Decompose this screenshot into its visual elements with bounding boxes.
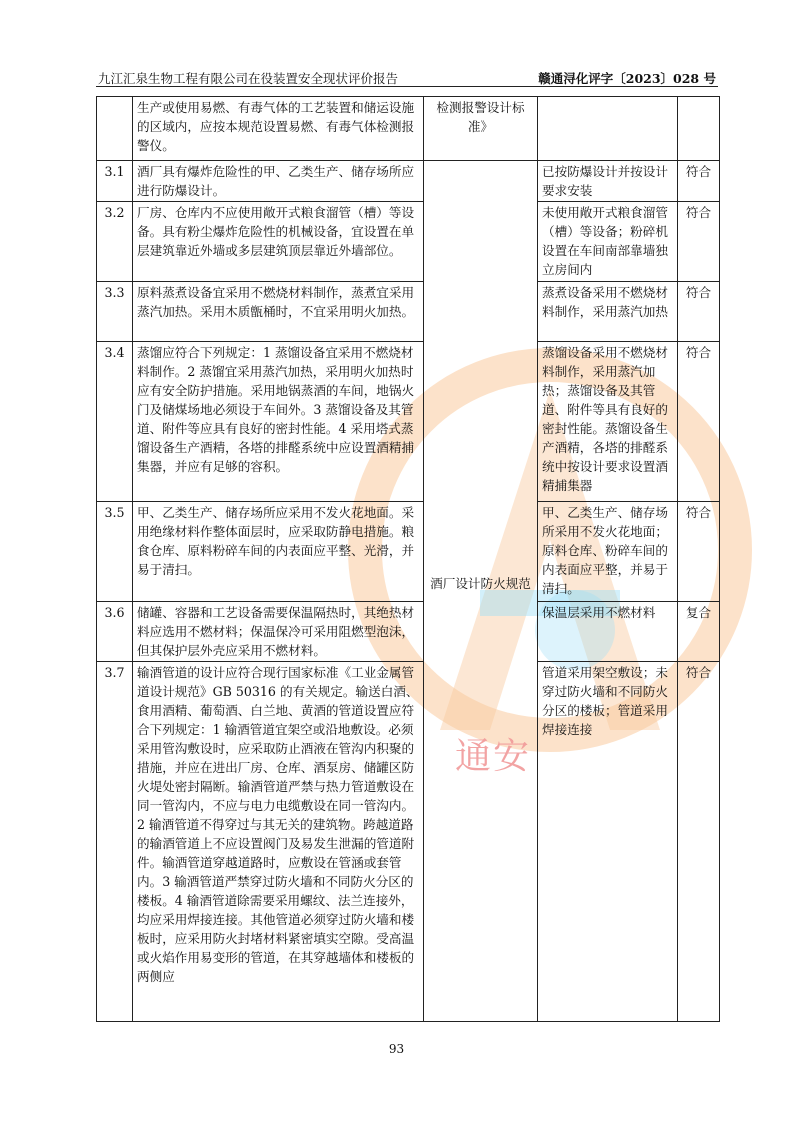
- standard-basis: 检测报警设计标准》: [424, 97, 538, 161]
- table-row: [97, 602, 720, 662]
- check-content: 酒厂具有爆炸危险性的甲、乙类生产、储存场所应进行防爆设计。: [133, 161, 424, 202]
- table-row: [97, 342, 720, 502]
- actual-situation: 管道采用架空敷设；未穿过防火墙和不同防火分区的楼板；管道采用焊接连接: [538, 662, 678, 1022]
- check-result: 符合: [678, 161, 720, 202]
- row-number: 3.3: [97, 282, 133, 342]
- actual-situation: [538, 97, 678, 161]
- check-content: 原料蒸煮设备宜采用不燃烧材料制作，蒸煮宜采用蒸汽加热。采用木质甑桶时，不宜采用明火加热。: [133, 282, 424, 342]
- watermark-text: 通安: [455, 736, 532, 777]
- check-content: 厂房、仓库内不应使用敞开式粮食溜管（槽）等设备。具有粉尘爆炸危险性的机械设备，宜设置在单层建筑靠近外墙或多层建筑顶层靠近外墙部位。: [133, 202, 424, 282]
- row-number: 3.1: [97, 161, 133, 202]
- table-row: [97, 97, 720, 161]
- actual-situation: 已按防爆设计并按设计要求安装: [538, 161, 678, 202]
- row-number: 3.2: [97, 202, 133, 282]
- check-result: [678, 97, 720, 161]
- check-result: 符合: [678, 502, 720, 602]
- table-row: [97, 202, 720, 282]
- table-row: [97, 502, 720, 602]
- standard-name: 酒厂设计防火规范: [430, 576, 531, 591]
- table-row: [97, 161, 720, 202]
- check-result: 符合: [678, 202, 720, 282]
- actual-situation: 蒸馏设备采用不燃烧材料制作，采用蒸汽加热；蒸馏设备及其管道、附件等具有良好的密封性能。蒸馏设备生产酒精，各塔的排醛系统中按设计要求设置酒精捕集器: [538, 342, 678, 502]
- actual-situation: 甲、乙类生产、储存场所采用不发火花地面；原料仓库、粉碎车间的内表面应平整，并易于清扫。: [538, 502, 678, 602]
- check-result: 符合: [678, 662, 720, 1022]
- check-result: 复合: [678, 602, 720, 662]
- page-number: 93: [388, 1042, 405, 1056]
- check-result: 符合: [678, 282, 720, 342]
- actual-situation: 保温层采用不燃材料: [538, 602, 678, 662]
- check-content: 蒸馏应符合下列规定：1 蒸馏设备宜采用不燃烧材料制作。2 蒸馏宜采用蒸汽加热，采用明火加热时应有安全防护措施。采用地锅蒸酒的车间，地锅火门及储煤场地必须设于车间外。3 蒸馏设备及其管道、附件等应具有良好的密封性能。4 采用塔式蒸馏设备生产酒精，各塔的排醛系统中应设置酒精捕集器，并应有足够的容积。: [133, 342, 424, 502]
- header-report-title: 九江汇泉生物工程有限公司在役装置安全现状评价报告: [98, 71, 399, 86]
- page-header: [96, 66, 718, 87]
- check-content: 储罐、容器和工艺设备需要保温隔热时，其绝热材料应选用不燃材料；保温保冷可采用阻燃型泡沫，但其保护层外壳应采用不燃材料。: [133, 602, 424, 662]
- table-row: [97, 662, 720, 1022]
- actual-situation: 蒸煮设备采用不燃烧材料制作，采用蒸汽加热: [538, 282, 678, 342]
- standard-basis: [424, 161, 538, 1022]
- actual-situation: 未使用敞开式粮食溜管（槽）等设备；粉碎机设置在车间南部靠墙独立房间内: [538, 202, 678, 282]
- header-report-code: 赣通浔化评字〔2023〕028 号: [538, 71, 716, 86]
- check-content: 生产或使用易燃、有毒气体的工艺装置和储运设施的区域内，应按本规范设置易燃、有毒气体检测报警仪。: [133, 97, 424, 161]
- check-result: 符合: [678, 342, 720, 502]
- table-row: [97, 282, 720, 342]
- row-number: 3.5: [97, 502, 133, 602]
- row-number: 3.6: [97, 602, 133, 662]
- evaluation-table: [96, 96, 720, 1022]
- check-content: 输酒管道的设计应符合现行国家标准《工业金属管道设计规范》GB 50316 的有关规定。输送白酒、食用酒精、葡萄酒、白兰地、黄酒的管道设置应符合下列规定：1 输酒管道宜架空或沿地敷设。必须采用管沟敷设时，应采取防止酒液在管沟内积聚的措施，并应在进出厂房、仓库、酒泵房、储罐区防火堤处密封隔断。输酒管道严禁与热力管道敷设在同一管沟内，不应与电力电缆敷设在同一管沟内。2 输酒管道不得穿过与其无关的建筑物。跨越道路的输酒管道上不应设置阀门及易发生泄漏的管道附件。输酒管道穿越道路时，应敷设在管涵或套管内。3 输酒管道严禁穿过防火墙和不同防火分区的楼板。4 输酒管道除需要采用螺纹、法兰连接外，均应采用焊接连接。其他管道必须穿过防火墙和楼板时，应采用防火封堵材料紧密填实空隙。受高温或火焰作用易变形的管道，在其穿越墙体和楼板的两侧应: [133, 662, 424, 1022]
- row-number: 3.4: [97, 342, 133, 502]
- row-number: 3.7: [97, 662, 133, 1022]
- row-number: [97, 97, 133, 161]
- check-content: 甲、乙类生产、储存场所应采用不发火花地面。采用绝缘材料作整体面层时，应采取防静电措施。粮食仓库、原料粉碎车间的内表面应平整、光滑，并易于清扫。: [133, 502, 424, 602]
